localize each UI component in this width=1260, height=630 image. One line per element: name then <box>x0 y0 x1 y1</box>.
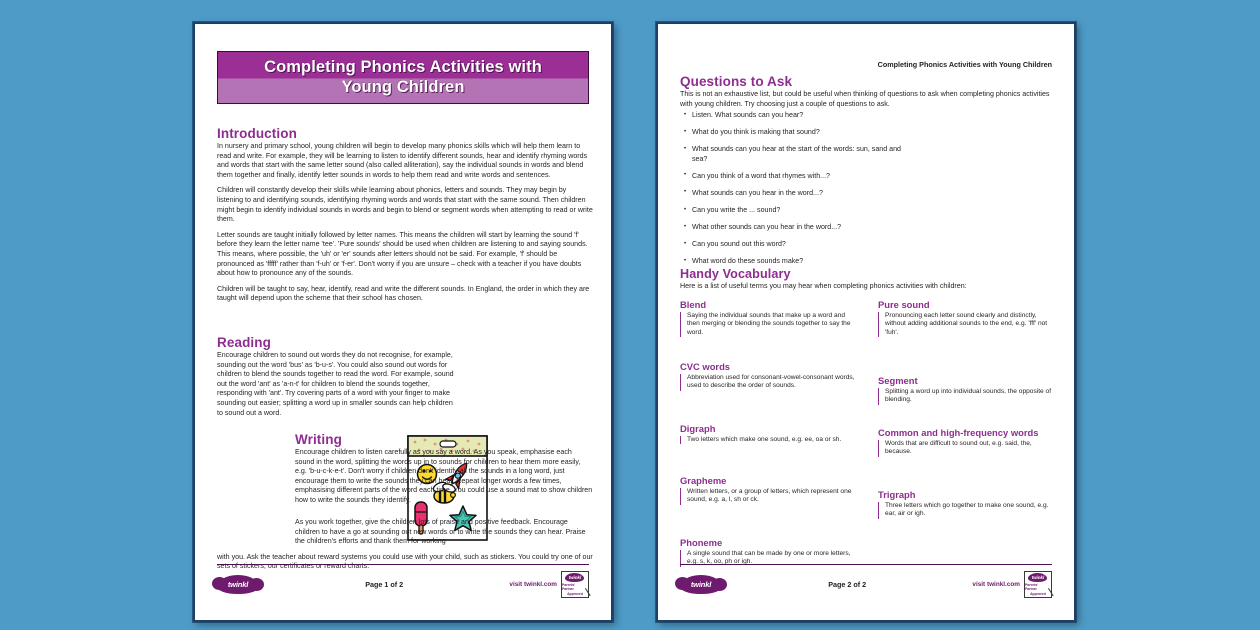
vocabulary-section <box>680 267 1056 298</box>
vocabulary-intro: Here is a list of useful terms you may hear when completing phonics activities with children: <box>680 282 967 290</box>
vocabulary-term-grapheme <box>680 475 855 505</box>
term-definition: Saying the individual sounds that make up a word and then merging or blending the sounds together to say the word. <box>680 312 855 338</box>
page-1-footer <box>217 564 589 598</box>
page-number-label: Page 2 of 2 <box>828 580 867 589</box>
vocabulary-term-digraph <box>680 423 855 444</box>
title-line-1: Completing Phonics Activities with <box>264 58 542 76</box>
list-item: • Can you think of a word that rhymes with...? <box>684 172 914 182</box>
questions-heading: Questions to Ask <box>680 74 793 89</box>
page-number-label: Page 1 of 2 <box>365 580 404 589</box>
questions-intro: This is not an exhaustive list, but could be useful when thinking of questions to ask when completing phonics activities with young children. Try choosing just a couple of questions to ask. <box>680 90 1050 108</box>
list-item: • Can you write the ... sound? <box>684 206 914 216</box>
reading-paragraph: Encourage children to sound out words they do not recognise, for example, sounding out the word 'bus' as 'b-u-s'. You could also sound out words for children to blend the sounds together to read the word. For example, sound out the word 'ant' as 'a-n-t' for children to blend the sounds together, responding with 'ant'. Try covering parts of a word with your finger to make sounding out easier; splitting a word up in smaller sounds can help children to sound out a word. <box>217 351 454 417</box>
vocabulary-term-common-high-frequency-words <box>878 427 1053 457</box>
badge-line-2: Approved <box>567 591 583 596</box>
vocabulary-term-pure-sound <box>878 299 1053 337</box>
writing-paragraph: Encourage children to listen carefully as you say a word. As you speak, emphasise each sound in the word, splitting the words up in to sounds for children to hear them more easily, e.g. 'b-u-c-k-e-t'. Don't worry if children don't identify all the sounds in a long word, just encourage them to write the sounds they can hear. Repeat longer words a few times, emphasising different parts of the word each time. You could use a sound mat to show children how to write the sounds they identify. <box>295 448 593 504</box>
term-title: Phoneme <box>680 537 723 548</box>
badge-logo-text: twinkl <box>568 575 582 581</box>
list-item: • What sounds can you hear at the start of the words: sun, sand and sea? <box>684 145 914 164</box>
twinkl-logo-icon[interactable] <box>217 575 259 594</box>
badge-logo-text: twinkl <box>1031 575 1045 581</box>
term-title: Segment <box>878 375 918 386</box>
vocabulary-term-trigraph <box>878 489 1053 519</box>
term-title: Digraph <box>680 423 716 434</box>
term-title: Blend <box>680 299 707 310</box>
introduction-paragraph-2: Children will constantly develop their skills while learning about phonics, letters and sounds. They may begin by listening to and identifying sounds, identifying rhyming words and words that start with the same sound. Then children might begin to identify individual sounds in words and begin to blend or segment words when attempting to read or write them. <box>217 186 593 224</box>
document-page-2[interactable] <box>656 22 1076 622</box>
parents-partner-badge-icon <box>561 571 589 598</box>
term-definition: Words that are difficult to sound out, e.g. said, the, because. <box>878 440 1053 457</box>
introduction-paragraph-4: Children will be taught to say, hear, identify, read and write the different sounds. In England, the order in which they are taught will depend upon the scheme that their school has chosen. <box>217 284 590 303</box>
visit-url-link[interactable]: visit twinkl.com <box>972 581 1020 588</box>
term-definition: A single sound that can be made by one or more letters, e.g. s, k, oo, ph or igh. <box>680 550 855 567</box>
page-2-footer <box>680 564 1052 598</box>
twinkl-logo-icon[interactable] <box>680 575 722 594</box>
vocabulary-term-segment <box>878 375 1053 405</box>
term-title: Grapheme <box>680 475 727 486</box>
closing-paragraph-full: with you. Ask the teacher about reward systems you could use with your child, such as stickers. You could try one of our sets of stickers, our certificates or reward charts. <box>217 552 593 571</box>
introduction-section <box>217 126 593 310</box>
introduction-paragraph-1: In nursery and primary school, young children will begin to develop many phonics skills which will help them learn to read and write. For example, they will be learning to listen to identify different sounds, hear and identify rhyming words and words that start with the same letter sound (also called alliteration), say the individual sounds in words and blend them together and finally, identify letter sounds in words to help them read and write words and sentences. <box>217 142 588 179</box>
vocabulary-term-phoneme <box>680 537 855 567</box>
term-title: Common and high-frequency words <box>878 427 1039 438</box>
badge-line-1: Parents' Partner <box>1024 583 1039 592</box>
term-definition: Two letters which make one sound, e.g. ee, oa or sh. <box>680 436 855 445</box>
introduction-heading: Introduction <box>217 126 297 141</box>
list-item: • Listen. What sounds can you hear? <box>684 111 914 121</box>
introduction-paragraph-3: Letter sounds are taught initially followed by letter names. This means the children will start by learning the sound 'f' before they learn the letter name 'tee'. 'Pure sounds' should be used when children are listening to and saying sounds. This means, where possible, the 'uh' or 'er' sounds after letters should not be said. For example, 'f' should be pronounced as 'fffff' rather than 'f-uh' or 'f-er'. Don't worry if you are unsure – check with a teacher if you have doubts about how to pronounce any of the sounds. <box>217 230 588 278</box>
term-title: Pure sound <box>878 299 930 310</box>
writing-section <box>295 432 593 512</box>
badge-line-1: Parents' Partner <box>561 583 576 592</box>
questions-list <box>684 111 914 274</box>
badge-line-2: Approved <box>1030 591 1046 596</box>
document-page-1[interactable] <box>193 22 613 622</box>
list-item: • What other sounds can you hear in the word...? <box>684 223 914 233</box>
list-item: • What sounds can you hear in the word...? <box>684 189 914 199</box>
page-2-running-header: Completing Phonics Activities with Young Children <box>877 60 1052 69</box>
parents-partner-badge-icon <box>1024 571 1052 598</box>
term-definition: Three letters which go together to make one sound, e.g. ear, air or igh. <box>878 502 1053 519</box>
vocabulary-grid <box>680 299 1056 579</box>
term-title: Trigraph <box>878 489 916 500</box>
list-item: • Can you sound out this word? <box>684 240 914 250</box>
twinkl-logo-text: twinkl <box>690 580 712 589</box>
closing-paragraph-indented: As you work together, give the children lots of praise and positive feedback. Encourage children to have a go at sounding out new words or to write the sounds they can hear. Praise the children's efforts and thank them for working <box>295 518 586 546</box>
term-definition: Splitting a word up into individual sounds, the opposite of blending. <box>878 388 1053 405</box>
term-title: CVC words <box>680 361 731 372</box>
writing-heading: Writing <box>295 432 342 447</box>
title-banner <box>217 51 589 104</box>
term-definition: Written letters, or a group of letters, which represent one sound, e.g. a, l, sh or ck. <box>680 488 855 505</box>
vocabulary-term-blend <box>680 299 855 337</box>
list-item: • What do you think is making that sound? <box>684 128 914 138</box>
vocabulary-term-cvc-words <box>680 361 855 391</box>
vocabulary-heading: Handy Vocabulary <box>680 267 791 281</box>
twinkl-logo-text: twinkl <box>227 580 249 589</box>
reading-heading: Reading <box>217 335 271 350</box>
questions-section <box>680 74 1056 114</box>
reading-section <box>217 335 457 424</box>
visit-url-link[interactable]: visit twinkl.com <box>509 581 557 588</box>
list-item: • What word do these sounds make? <box>684 257 914 267</box>
term-definition: Pronouncing each letter sound clearly and distinctly, without adding additional sounds to the end, e.g. 'fff' not 'fuh'. <box>878 312 1053 338</box>
title-line-2: Young Children <box>341 78 465 96</box>
term-definition: Abbreviation used for consonant-vowel-consonant words, used to describe the order of sounds. <box>680 374 855 391</box>
